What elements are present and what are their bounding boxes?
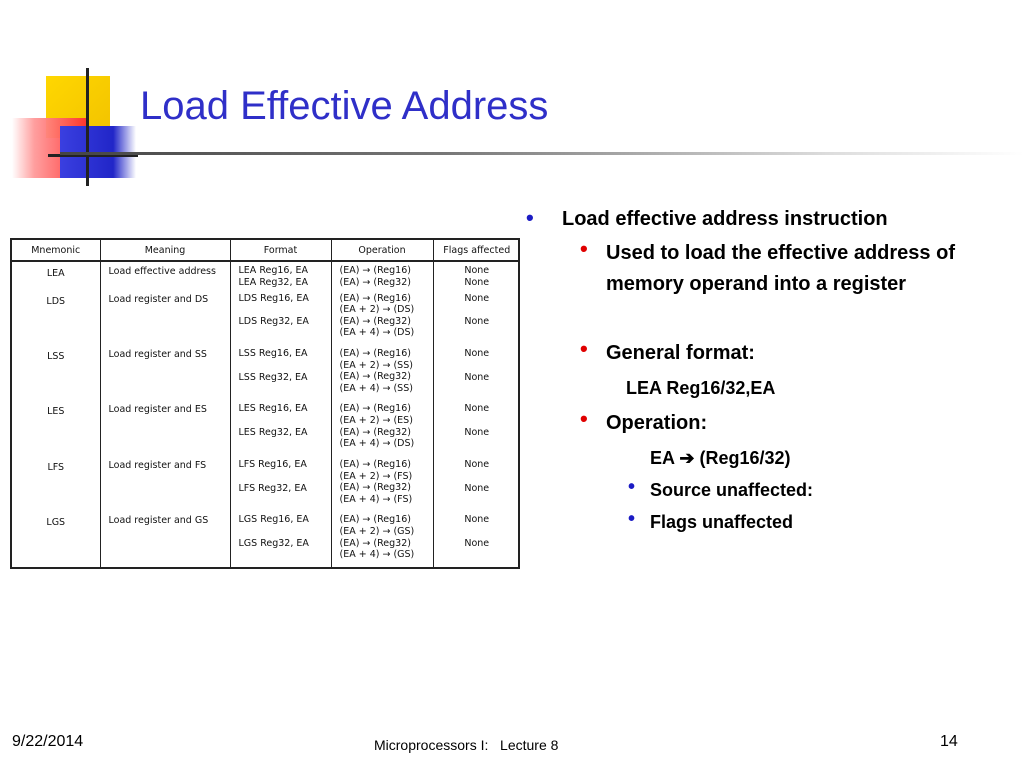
cell-operation [331,345,433,400]
footer-date: 9/22/2014 [12,733,84,750]
flags-line: None [464,427,490,439]
cell-operation [331,511,433,567]
operation-line: (EA + 2) → (GS) [339,526,415,538]
footer-page-number: 14 [940,733,958,750]
cell-flags [433,400,520,455]
bullet-operation: Operation: [606,412,708,434]
cell-format [230,290,331,345]
cell-mnemonic: LES [47,406,65,418]
bullet-level1: Load effective address instruction [562,208,888,230]
instruction-table [10,238,520,569]
operation-line: (EA + 4) → (DS) [339,438,415,450]
footer-course: Microprocessors I: Lecture 8 [374,737,559,753]
operation-line: (EA) → (Reg32) [339,315,411,327]
format-line: LDS Reg32, EA [238,316,309,328]
operation-line: (EA + 2) → (DS) [339,304,415,316]
bullet-source: Source unaffected: [650,480,814,500]
format-line: LSS Reg16, EA [238,347,308,359]
cell-meaning: Load register and FS [100,456,230,511]
flags-line: None [464,458,490,470]
format-line: LFS Reg32, EA [238,482,307,494]
operation-line: (EA) → (Reg32) [339,276,411,288]
table-header-row [12,240,520,261]
flags-line: None [464,316,490,328]
flags-line: None [464,482,490,494]
format-line: LFS Reg16, EA [238,458,307,470]
operation-value-left: EA [650,448,675,468]
title-divider [60,152,1024,155]
operation-line: (EA + 2) → (FS) [339,470,413,482]
cell-mnemonic: LSS [47,350,65,362]
operation-line: (EA + 4) → (DS) [339,327,415,339]
cell-mnemonic: LDS [46,295,66,307]
table-row [12,400,520,455]
bullet-dot-icon: • [628,508,636,530]
flags-line: None [464,265,490,276]
format-line: LGS Reg32, EA [238,538,309,550]
operation-line: (EA + 4) → (GS) [339,549,415,561]
format-line: LEA Reg32, EA [238,276,308,288]
format-line: LEA Reg16, EA [238,265,308,276]
arrow-right-icon: ➔ [679,448,695,468]
cell-meaning: Load register and DS [100,290,230,345]
cell-meaning: Load register and SS [100,345,230,400]
cell-meaning: Load effective address [100,261,230,290]
cell-flags [433,511,520,567]
bullet-used-to: Used to load the effective address of memory operand into a register [606,242,955,295]
cell-operation [331,400,433,455]
cell-meaning: Load register and GS [100,511,230,567]
cell-format [230,456,331,511]
header-meaning: Meaning [100,240,230,261]
operation-line: (EA) → (Reg32) [339,537,411,549]
cell-format [230,400,331,455]
operation-line: (EA) → (Reg16) [339,292,411,304]
cell-flags [433,456,520,511]
flags-line: None [464,538,490,550]
cell-flags [433,345,520,400]
bullet-dot-icon: • [580,336,588,361]
cell-format [230,345,331,400]
flags-line: None [464,371,490,383]
logo-vertical-line [86,68,89,186]
cell-operation [331,456,433,511]
header-mnemonic: Mnemonic [12,240,100,261]
operation-line: (EA + 2) → (SS) [339,359,413,371]
bullet-dot-icon: • [628,476,636,498]
format-line: LDS Reg16, EA [238,292,309,304]
bullet-general-format: General format: [606,342,755,364]
cell-flags [433,290,520,345]
operation-line: (EA) → (Reg32) [339,482,411,494]
general-format-value: LEA Reg16/32,EA [626,378,776,398]
table-row [12,261,520,290]
operation-line: (EA) → (Reg32) [339,371,411,383]
header-flags: Flags affected [433,240,520,261]
flags-line: None [464,403,490,415]
cell-format [230,261,331,290]
table-row [12,511,520,567]
format-line: LES Reg16, EA [238,403,308,415]
operation-value [650,446,791,470]
operation-line: (EA + 4) → (FS) [339,493,413,505]
cell-mnemonic: LGS [46,517,66,529]
operation-line: (EA) → (Reg32) [339,426,411,438]
slide-title: Load Effective Address [140,84,549,128]
flags-line: None [464,276,490,288]
bullet-dot-icon: • [526,205,534,230]
header-format: Format [230,240,331,261]
table-row [12,345,520,400]
flags-line: None [464,292,490,304]
cell-operation [331,290,433,345]
cell-flags [433,261,520,290]
cell-meaning: Load register and ES [100,400,230,455]
operation-value-right: (Reg16/32) [699,448,791,468]
slide-logo [0,60,140,190]
header-operation: Operation [331,240,433,261]
operation-line: (EA) → (Reg16) [339,514,411,526]
flags-line: None [464,347,490,359]
flags-line: None [464,514,490,526]
bullet-flags: Flags unaffected [650,512,794,532]
bullet-dot-icon: • [580,406,588,431]
cell-mnemonic: LEA [46,268,65,279]
operation-line: (EA) → (Reg16) [339,458,411,470]
operation-line: (EA + 2) → (ES) [339,415,413,427]
format-line: LGS Reg16, EA [238,514,309,526]
format-line: LES Reg32, EA [238,427,308,439]
operation-line: (EA) → (Reg16) [339,347,411,359]
format-line: LSS Reg32, EA [238,371,308,383]
operation-line: (EA) → (Reg16) [339,265,411,276]
bullet-dot-icon: • [580,236,588,261]
table-row [12,456,520,511]
operation-line: (EA) → (Reg16) [339,403,411,415]
cell-mnemonic: LFS [47,461,65,473]
cell-format [230,511,331,567]
cell-operation [331,261,433,290]
operation-line: (EA + 4) → (SS) [339,382,413,394]
table-row [12,290,520,345]
